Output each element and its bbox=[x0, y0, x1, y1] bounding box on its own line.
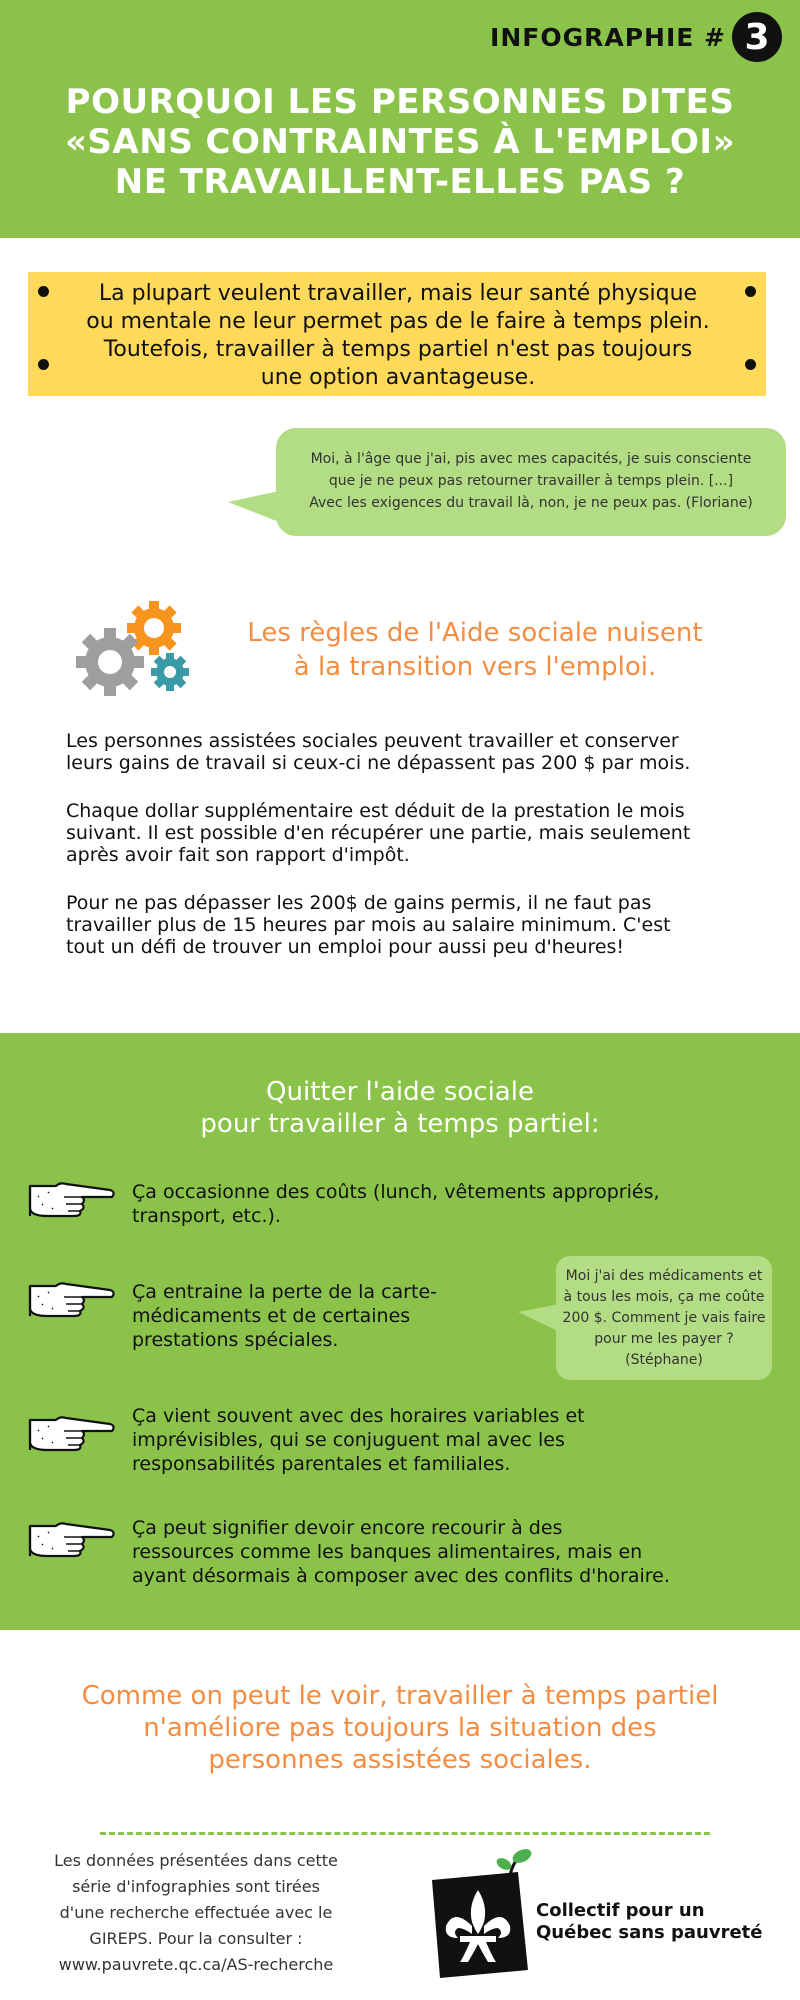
organization-name-line: Québec sans pauvreté bbox=[536, 1922, 763, 1943]
quote-bubble-stephane bbox=[556, 1256, 772, 1380]
source-line: d'une recherche effectuée avec le bbox=[59, 1903, 333, 1922]
bullet-line: ayant désormais à composer avec des conflits d'horaire. bbox=[132, 1565, 670, 1587]
paragraph-earnings bbox=[66, 730, 746, 774]
paragraph-line: tout un défi de trouver un emploi pour aussi peu d'heures! bbox=[66, 936, 625, 958]
corner-dot bbox=[745, 359, 756, 370]
fleur-de-lis-logo-icon bbox=[420, 1846, 536, 1986]
source-line: série d'infographies sont tirées bbox=[72, 1877, 320, 1896]
header-banner bbox=[0, 0, 800, 238]
bullet-food-banks bbox=[132, 1516, 670, 1588]
pointing-hand-icon bbox=[26, 1278, 116, 1322]
intro-text bbox=[58, 280, 738, 392]
bullet-line: médicaments et de certaines bbox=[132, 1305, 411, 1327]
organization-name-line: Collectif pour un bbox=[536, 1900, 705, 1921]
organization-logo bbox=[420, 1846, 780, 1986]
title-line: POURQUOI LES PERSONNES DITES bbox=[65, 82, 735, 122]
paragraph-line: après avoir fait son rapport d'impôt. bbox=[66, 844, 410, 866]
quit-heading bbox=[100, 1076, 700, 1140]
corner-dot bbox=[38, 359, 49, 370]
paragraph-line: Pour ne pas dépasser les 200$ de gains permis, il ne faut pas bbox=[66, 892, 652, 914]
paragraph-hours bbox=[66, 892, 746, 958]
intro-line: Toutefois, travailler à temps partiel n'est pas toujours bbox=[103, 337, 693, 362]
intro-line: La plupart veulent travailler, mais leur santé physique bbox=[98, 281, 698, 306]
quote-line: à tous les mois, ça me coûte bbox=[563, 1289, 765, 1305]
title-line: NE TRAVAILLENT-ELLES PAS ? bbox=[114, 162, 686, 202]
quit-heading-line: pour travailler à temps partiel: bbox=[200, 1109, 600, 1139]
infographic-badge bbox=[490, 12, 782, 62]
pointing-hand-icon bbox=[26, 1518, 116, 1562]
quote-bubble-floriane bbox=[276, 428, 786, 536]
paragraph-line: Chaque dollar supplémentaire est déduit de la prestation le mois bbox=[66, 800, 685, 822]
bullet-line: Ça vient souvent avec des horaires variables et bbox=[132, 1405, 585, 1427]
source-note bbox=[26, 1848, 366, 1978]
quote-line: que je ne peux pas retourner travailler à temps plein. [...] bbox=[328, 473, 734, 489]
bullet-line: imprévisibles, qui se conjuguent mal avec les bbox=[132, 1429, 565, 1451]
intro-box bbox=[28, 272, 766, 396]
pointing-hand-icon bbox=[26, 1412, 116, 1456]
bullet-schedules bbox=[132, 1404, 585, 1476]
source-url[interactable]: www.pauvrete.qc.ca/AS-recherche bbox=[58, 1955, 334, 1974]
bullet-line: Ça entraine la perte de la carte- bbox=[132, 1281, 437, 1303]
bullet-line: Ça peut signifier devoir encore recourir à des bbox=[132, 1517, 563, 1539]
pointing-hand-icon bbox=[26, 1178, 116, 1222]
page-title bbox=[20, 82, 780, 202]
paragraph-line: suivant. Il est possible d'en récupérer une partie, mais seulement bbox=[66, 822, 691, 844]
bullet-line: prestations spéciales. bbox=[132, 1329, 339, 1351]
rules-heading-line: Les règles de l'Aide sociale nuisent bbox=[247, 618, 703, 648]
paragraph-line: travailler plus de 15 heures par mois au salaire minimum. C'est bbox=[66, 914, 671, 936]
bullet-costs bbox=[132, 1180, 748, 1228]
intro-line: une option avantageuse. bbox=[260, 365, 536, 390]
conclusion-text bbox=[40, 1680, 760, 1776]
badge-label: INFOGRAPHIE # bbox=[490, 22, 726, 52]
source-line: Les données présentées dans cette bbox=[54, 1851, 338, 1870]
badge-number: 3 bbox=[732, 12, 782, 62]
corner-dot bbox=[745, 286, 756, 297]
intro-line: ou mentale ne leur permet pas de le faire à temps plein. bbox=[86, 309, 710, 334]
conclusion-line: n'améliore pas toujours la situation des bbox=[143, 1713, 657, 1743]
quit-heading-line: Quitter l'aide sociale bbox=[266, 1077, 534, 1107]
quote-line: Avec les exigences du travail là, non, je ne peux pas. (Floriane) bbox=[309, 495, 753, 511]
paragraph-deduction bbox=[66, 800, 746, 866]
corner-dot bbox=[38, 286, 49, 297]
quote-line: pour me les payer ? bbox=[594, 1331, 734, 1347]
quote-line: 200 $. Comment je vais faire bbox=[562, 1310, 766, 1326]
conclusion-line: Comme on peut le voir, travailler à temps partiel bbox=[81, 1681, 719, 1711]
rules-heading-line: à la transition vers l'emploi. bbox=[293, 652, 657, 682]
bullet-medication-card bbox=[132, 1280, 437, 1352]
conclusion-line: personnes assistées sociales. bbox=[208, 1745, 592, 1775]
gears-icon bbox=[74, 600, 194, 710]
bullet-line: responsabilités parentales et familiales. bbox=[132, 1453, 511, 1475]
quote-line: Moi, à l'âge que j'ai, pis avec mes capacités, je suis consciente bbox=[310, 451, 752, 467]
paragraph-line: Les personnes assistées sociales peuvent travailler et conserver bbox=[66, 730, 679, 752]
bullet-line: transport, etc.). bbox=[132, 1205, 281, 1227]
bullet-line: Ça occasionne des coûts (lunch, vêtements appropriés, bbox=[132, 1181, 660, 1203]
source-line: GIREPS. Pour la consulter : bbox=[89, 1929, 303, 1948]
bullet-line: ressources comme les banques alimentaires, mais en bbox=[132, 1541, 643, 1563]
quote-line: Moi j'ai des médicaments et bbox=[565, 1268, 763, 1284]
organization-name bbox=[536, 1900, 763, 1944]
quote-line: (Stéphane) bbox=[625, 1352, 703, 1368]
dashed-divider bbox=[100, 1832, 710, 1835]
paragraph-line: leurs gains de travail si ceux-ci ne dépassent pas 200 $ par mois. bbox=[66, 752, 691, 774]
title-line: «SANS CONTRAINTES À L'EMPLOI» bbox=[64, 122, 736, 162]
rules-heading bbox=[200, 616, 750, 684]
